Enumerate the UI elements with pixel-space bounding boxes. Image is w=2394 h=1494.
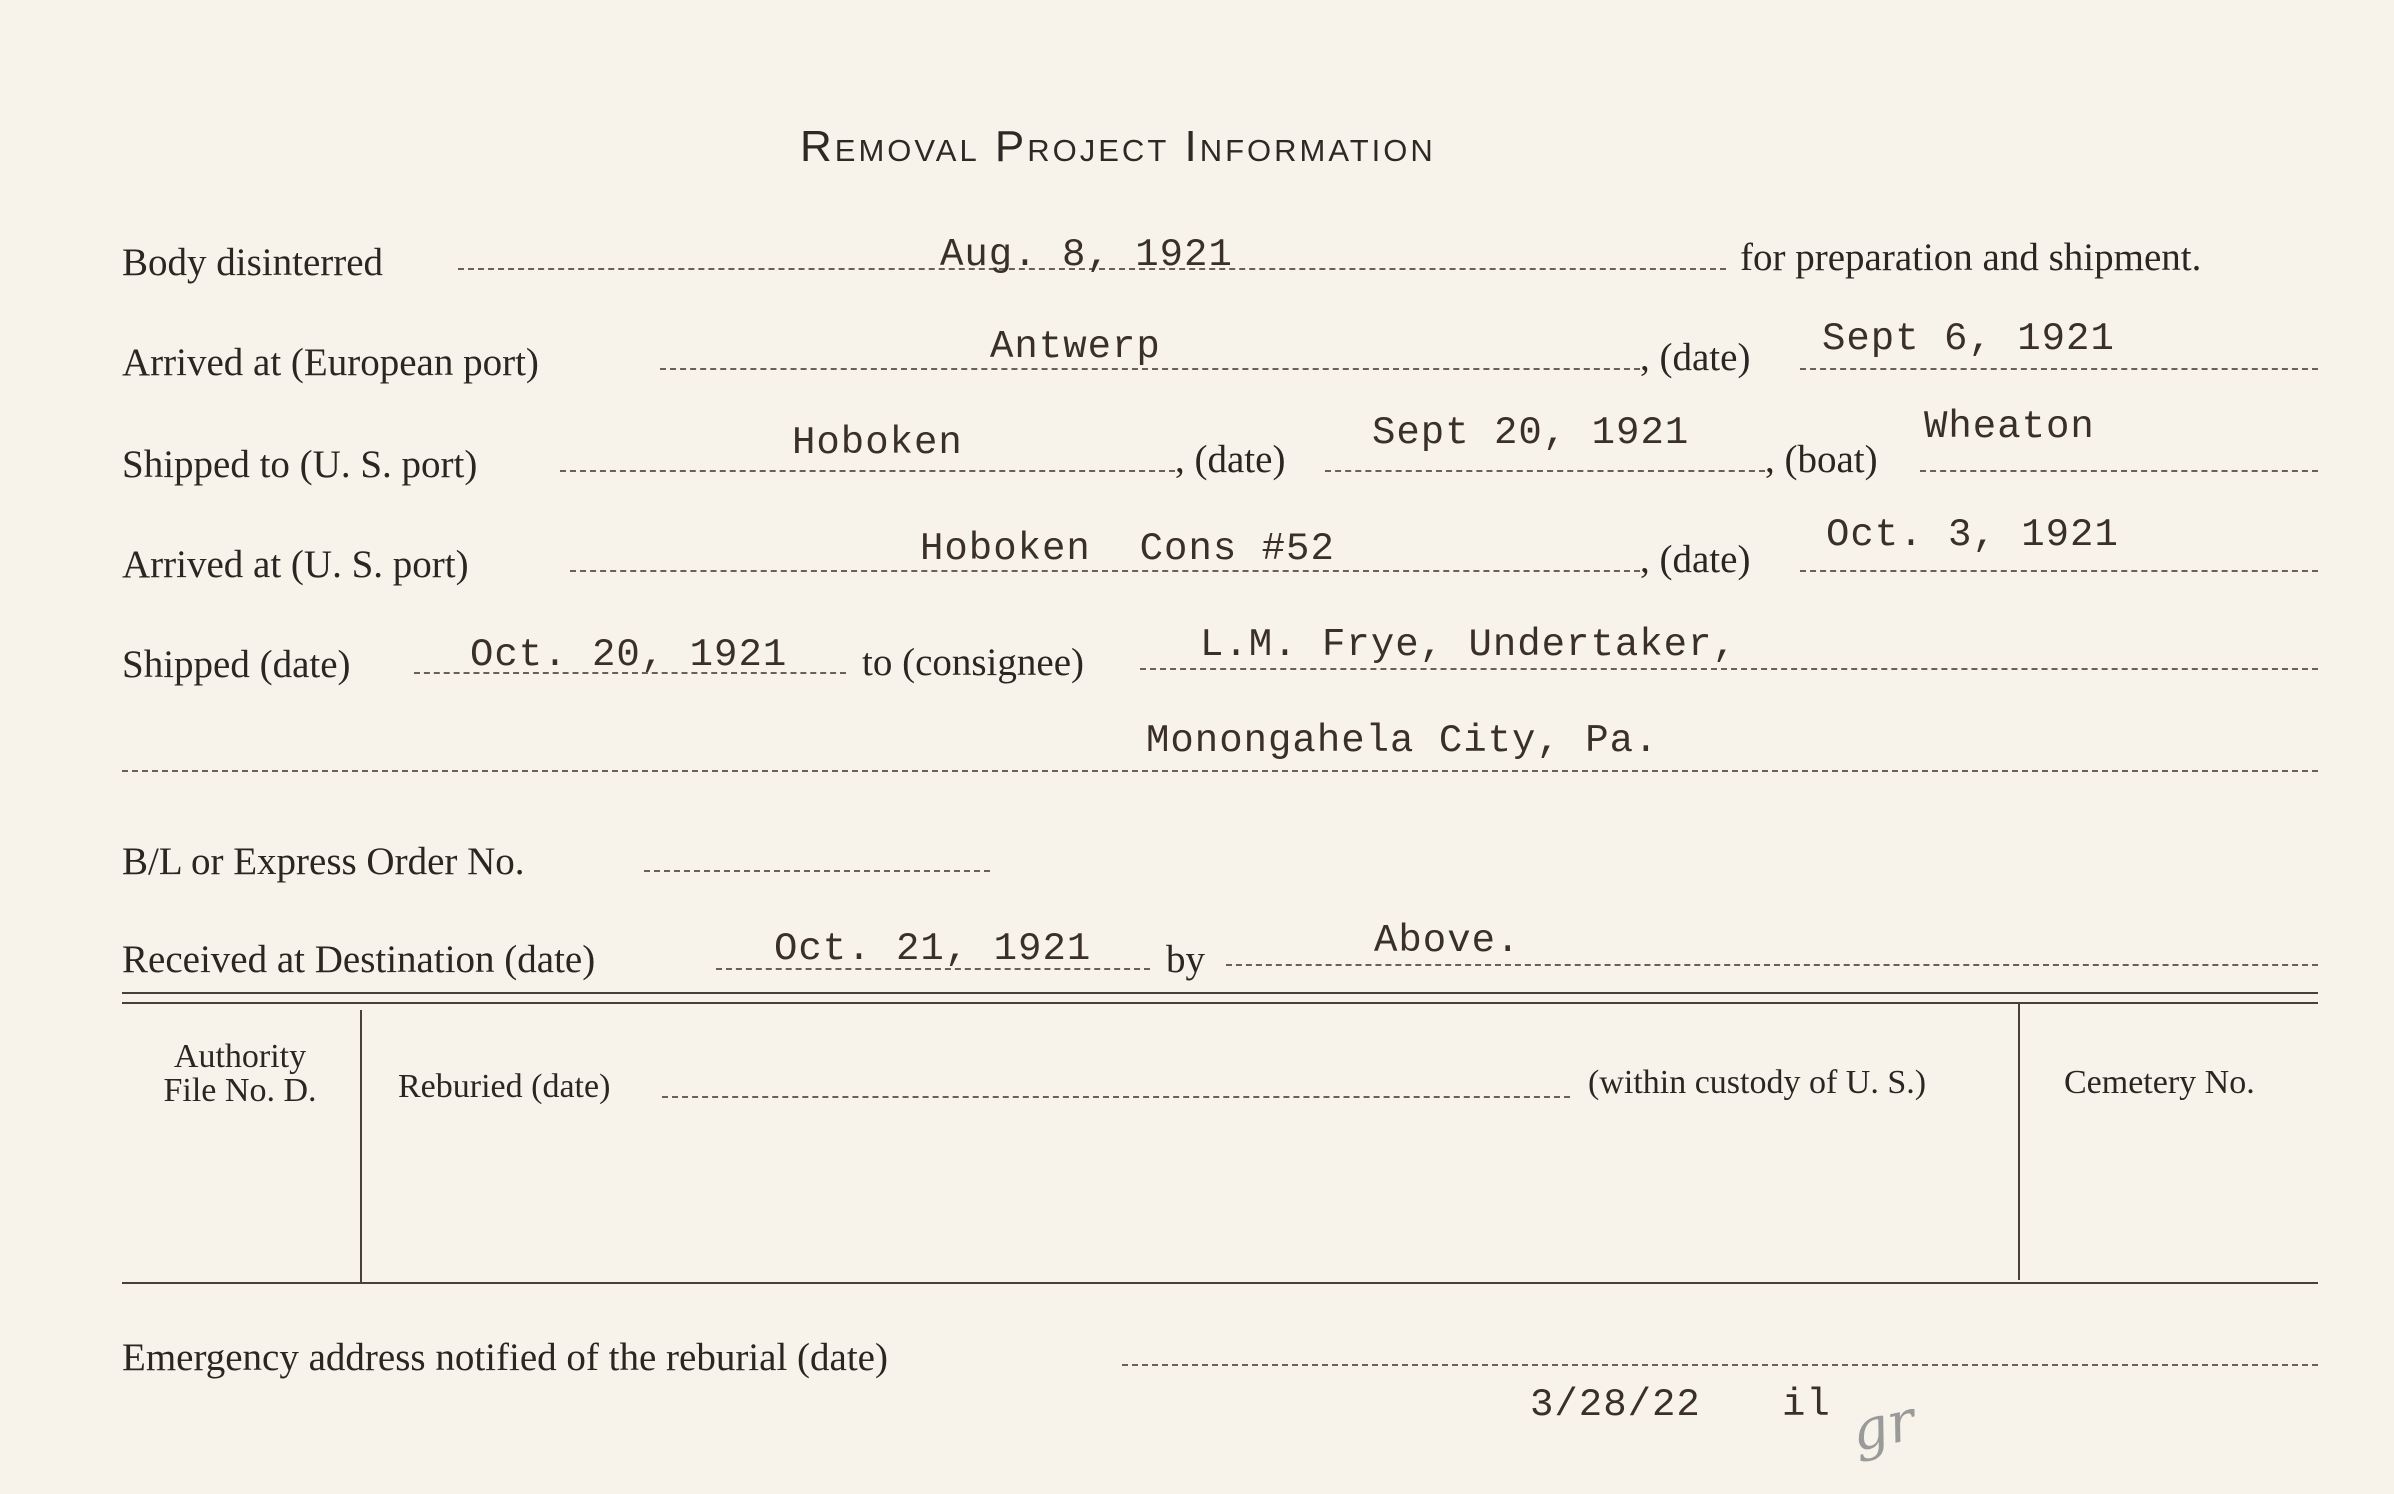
- lower-box-bottom-rule: [122, 1282, 2318, 1284]
- emergency-label: Emergency address notified of the reburial (date): [122, 1336, 888, 1379]
- arrived-us-label: Arrived at (U. S. port): [122, 543, 469, 586]
- authority-label-line2: File No. D.: [163, 1072, 317, 1109]
- consignee-line: [1140, 668, 2318, 670]
- arrived-european-port: Antwerp: [990, 325, 1161, 369]
- shipped-us-line: [560, 470, 1175, 472]
- cemetery-label: Cemetery No.: [2064, 1064, 2255, 1101]
- received-by-label: by: [1166, 938, 1205, 981]
- footer-initials: il: [1782, 1383, 1831, 1427]
- shipped-us-label: Shipped to (U. S. port): [122, 443, 478, 486]
- double-rule-bottom: [122, 1002, 2318, 1004]
- body-disinterred-suffix: for preparation and shipment.: [1740, 236, 2202, 279]
- footer-date: 3/28/22: [1530, 1383, 1701, 1427]
- arrived-us-date: Oct. 3, 1921: [1826, 513, 2119, 557]
- received-label: Received at Destination (date): [122, 938, 596, 981]
- received-by-value: Above.: [1374, 919, 1521, 963]
- shipped-us-date-line: [1325, 470, 1765, 472]
- arrived-us-date-line: [1800, 570, 2318, 572]
- custody-label: (within custody of U. S.): [1588, 1064, 1927, 1101]
- arrived-european-label: Arrived at (European port): [122, 341, 539, 384]
- bl-order-line: [644, 870, 990, 872]
- arrived-european-date-label: , (date): [1640, 336, 1751, 379]
- consignee-label: to (consignee): [862, 641, 1085, 684]
- emergency-line: [1122, 1364, 2318, 1366]
- double-rule-top: [122, 992, 2318, 994]
- card-title: Removal Project Information: [800, 122, 1436, 171]
- reburied-label: Reburied (date): [398, 1068, 611, 1105]
- authority-divider: [360, 1010, 362, 1282]
- shipped-us-boat-line: [1920, 470, 2318, 472]
- shipped-us-date: Sept 20, 1921: [1372, 411, 1690, 455]
- shipped-us-boat-label: , (boat): [1765, 438, 1878, 481]
- received-date: Oct. 21, 1921: [774, 927, 1092, 971]
- bl-order-label: B/L or Express Order No.: [122, 840, 525, 883]
- arrived-us-date-label: , (date): [1640, 538, 1751, 581]
- consignee-line-2: [122, 770, 2318, 772]
- consignee-value: L.M. Frye, Undertaker,: [1200, 623, 1737, 667]
- shipped-us-boat: Wheaton: [1924, 405, 2095, 449]
- arrived-european-date: Sept 6, 1921: [1822, 317, 2115, 361]
- shipped-date-label: Shipped (date): [122, 643, 351, 686]
- received-by-line: [1226, 964, 2318, 966]
- arrived-us-port: Hoboken Cons #52: [920, 527, 1335, 571]
- body-disinterred-label: Body disinterred: [122, 241, 384, 284]
- authority-label: [130, 1040, 350, 1108]
- authority-label-line1: Authority: [173, 1038, 307, 1075]
- shipped-us-port: Hoboken: [792, 421, 963, 465]
- shipped-us-date-label: , (date): [1175, 438, 1286, 481]
- consignee-value-line2: Monongahela City, Pa.: [1146, 719, 1659, 763]
- body-disinterred-value: Aug. 8, 1921: [940, 233, 1233, 277]
- cemetery-divider: [2018, 1004, 2020, 1280]
- reburied-line: [662, 1096, 1570, 1098]
- shipped-date-value: Oct. 20, 1921: [470, 633, 788, 677]
- handwritten-initials: gr: [1845, 1388, 1921, 1465]
- arrived-european-date-line: [1800, 368, 2318, 370]
